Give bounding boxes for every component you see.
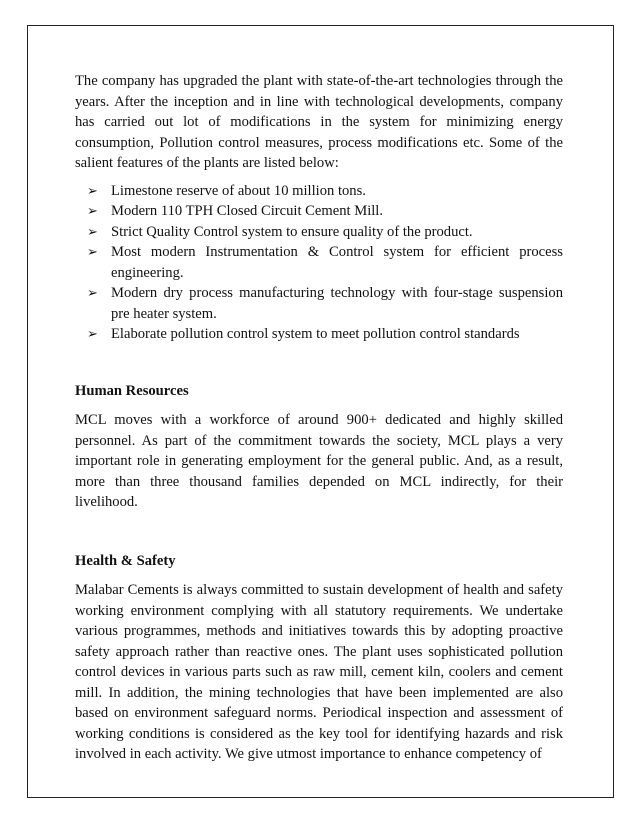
human-resources-paragraph: MCL moves with a workforce of around 900+ dedicated and highly skilled personnel. As part of the commitment towards the society, MCL plays a very important role in generating employment for the general public. And, as a result, more than three thousand families depended on MCL indirectly, for their livelihood. <box>75 412 563 510</box>
list-item <box>87 222 563 243</box>
arrow-bullet-icon: ➢ <box>87 223 98 239</box>
health-safety-paragraph: Malabar Cements is always committed to sustain development of health and safety working environment complying with all statutory requirements. We undertake various programmes, methods and initiatives towards this by adopting proactive safety approach rather than reactive ones. The plant uses sophisticated pollution control devices in various parts such as raw mill, cement kiln, coolers and cement mill. In addition, the mining technologies that have been implemented are also based on environment safeguard norms. Periodical inspection and assessment of working conditions is considered as the key tool for identifying hazards and risk involved in each activity. We give utmost importance to enhance competency of <box>75 582 563 762</box>
list-item <box>87 324 563 345</box>
human-resources-heading: Human Resources <box>75 382 189 399</box>
arrow-bullet-icon: ➢ <box>87 244 98 259</box>
list-item <box>87 181 563 202</box>
list-item-text: Limestone reserve of about 10 million tons. <box>111 182 366 199</box>
list-item <box>87 283 563 324</box>
arrow-bullet-icon: ➢ <box>87 326 98 341</box>
health-safety-heading: Health & Safety <box>75 552 176 569</box>
list-item-text: Most modern Instrumentation & Control system for efficient process engineering. <box>111 244 563 281</box>
list-item <box>87 201 563 222</box>
list-item-text: Strict Quality Control system to ensure quality of the product. <box>111 223 473 240</box>
arrow-bullet-icon: ➢ <box>87 203 98 218</box>
list-item-text: Elaborate pollution control system to meet pollution control standards <box>111 326 520 342</box>
arrow-bullet-icon: ➢ <box>87 285 98 300</box>
document-body <box>75 71 563 765</box>
arrow-bullet-icon: ➢ <box>87 182 98 198</box>
list-item-text: Modern 110 TPH Closed Circuit Cement Mill. <box>111 203 384 219</box>
list-item-text: Modern dry process manufacturing technology with four-stage suspension pre heater system. <box>111 285 563 322</box>
list-item <box>87 242 563 283</box>
intro-paragraph: The company has upgraded the plant with state-of-the-art technologies through the years. After the inception and in line with technological developments, company has carried out lot of modifications in the system for minimizing energy consumption, Pollution control measures, process modifications etc. Some of the salient features of the plants are listed below: <box>75 73 563 171</box>
features-list <box>75 181 563 345</box>
